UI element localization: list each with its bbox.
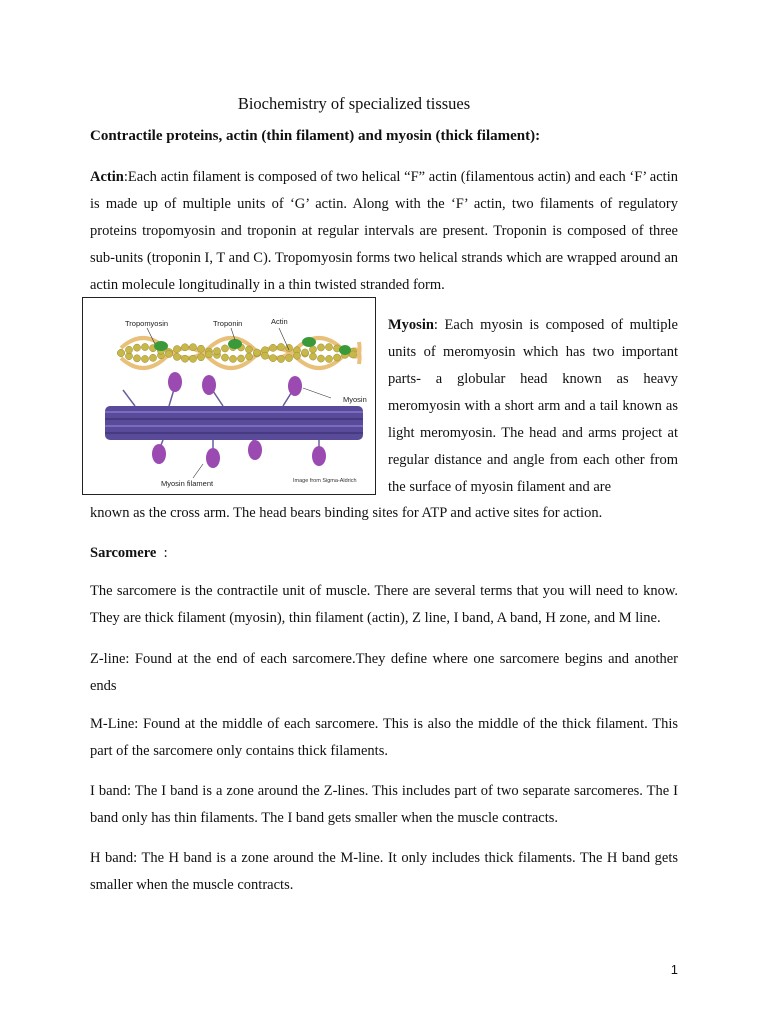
label-tropomyosin: Tropomyosin — [125, 319, 169, 328]
actin-bead — [133, 355, 140, 362]
actin-bead — [221, 345, 228, 352]
label-myosin: Myosin — [343, 395, 367, 404]
mline-paragraph: M-Line: Found at the middle of each sarcomere. This is also the middle of the thick filament. This part of the sarcomere only contains thick filaments. — [90, 716, 678, 759]
actin-bead — [197, 354, 204, 361]
actin-bead — [173, 353, 180, 360]
actin-text: :Each actin filament is composed of two helical “F” actin (filamentous actin) and each ‘F’ actin is made up of multiple units of ‘G’ actin. Along with the ‘F’ actin, two filaments of regulatory proteins tropomyosin and troponin at regular intervals are present. Troponin is composed of three sub-units (troponin I, T and C). Tropomyosin forms two helical strands which are wrapped around an actin molecule longitudinally in a thin twisted stranded form. — [90, 169, 678, 293]
actin-bead — [181, 355, 188, 362]
actin-bead — [141, 355, 148, 362]
actin-bead — [221, 354, 228, 361]
actin-paragraph — [90, 164, 678, 299]
page-number: 1 — [670, 962, 678, 977]
actin-bead — [261, 352, 268, 359]
actin-bead — [181, 344, 188, 351]
actin-bead — [269, 344, 276, 351]
actin-label: Actin — [90, 169, 124, 185]
actin-bead — [277, 343, 284, 350]
actin-bead — [229, 355, 236, 362]
actin-bead — [149, 354, 156, 361]
myosin-label: Myosin — [388, 317, 434, 333]
zline-paragraph: Z-line: Found at the end of each sarcomere.They define where one sarcomere begins and another ends — [90, 651, 678, 694]
actin-bead — [325, 355, 332, 362]
actin-myosin-diagram — [83, 298, 377, 496]
actin-bead — [117, 349, 124, 356]
actin-bead — [317, 344, 324, 351]
sarcomere-label-suffix: : — [156, 545, 168, 561]
actin-bead — [333, 354, 340, 361]
label-troponin: Troponin — [213, 319, 243, 328]
actin-bead — [325, 343, 332, 350]
myosin-heads-top-globes — [168, 372, 302, 396]
myosin-heads-bottom-globes — [152, 440, 326, 468]
actin-bead — [189, 344, 196, 351]
actin-bead — [205, 351, 212, 358]
hband-paragraph: H band: The H band is a zone around the M-line. It only includes thick filaments. The H band gets smaller when the muscle contracts. — [90, 850, 678, 893]
actin-bead — [309, 346, 316, 353]
label-myosin-filament: Myosin filament — [161, 479, 214, 488]
myosin-filament-bundle — [105, 406, 363, 440]
label-image-credit: Image from Sigma-Aldrich — [293, 478, 357, 484]
actin-bead — [125, 346, 132, 353]
iband-paragraph: I band: The I band is a zone around the Z-lines. This includes part of two separate sarcomeres. The I band only has thin filaments. The I band gets smaller when the muscle contracts. — [90, 783, 678, 826]
actin-bead — [317, 355, 324, 362]
actin-bead — [301, 349, 308, 356]
actin-bead — [285, 355, 292, 362]
actin-bead — [141, 343, 148, 350]
myosin-paragraph — [388, 312, 678, 501]
actin-bead — [245, 353, 252, 360]
sarcomere-intro: The sarcomere is the contractile unit of muscle. There are several terms that you will need to know. They are thick filament (myosin), thin filament (actin), Z line, I band, A band, H zone, and M line. — [90, 583, 678, 626]
actin-bead — [133, 344, 140, 351]
actin-bead — [293, 352, 300, 359]
label-actin: Actin — [271, 317, 288, 326]
actin-bead — [269, 355, 276, 362]
section-heading: Contractile proteins, actin (thin filament) and myosin (thick filament): — [90, 128, 541, 144]
actin-myosin-figure — [82, 297, 376, 495]
actin-bead — [213, 348, 220, 355]
actin-bead — [245, 346, 252, 353]
actin-bead — [309, 353, 316, 360]
myosin-heads-bottom — [159, 440, 319, 454]
actin-bead — [173, 345, 180, 352]
actin-bead — [189, 355, 196, 362]
document-title: Biochemistry of specialized tissues — [237, 94, 471, 113]
actin-bead — [277, 355, 284, 362]
sarcomere-heading — [90, 545, 168, 562]
actin-bead — [197, 345, 204, 352]
actin-bead — [285, 344, 292, 351]
myosin-text: : Each myosin is composed of multiple units of meromyosin which has two important parts- a globular head known as heavy meromyosin with a short arm and a tail known as light meromyosin. The head and arms project at regular distance and angle from each other from the surface of myosin filament and are — [388, 317, 678, 495]
actin-bead — [253, 349, 260, 356]
myosin-continuation: known as the cross arm. The head bears binding sites for ATP and active sites for action. — [90, 505, 603, 521]
actin-bead — [165, 350, 172, 357]
actin-bead — [237, 355, 244, 362]
sarcomere-label: Sarcomere — [90, 545, 157, 561]
